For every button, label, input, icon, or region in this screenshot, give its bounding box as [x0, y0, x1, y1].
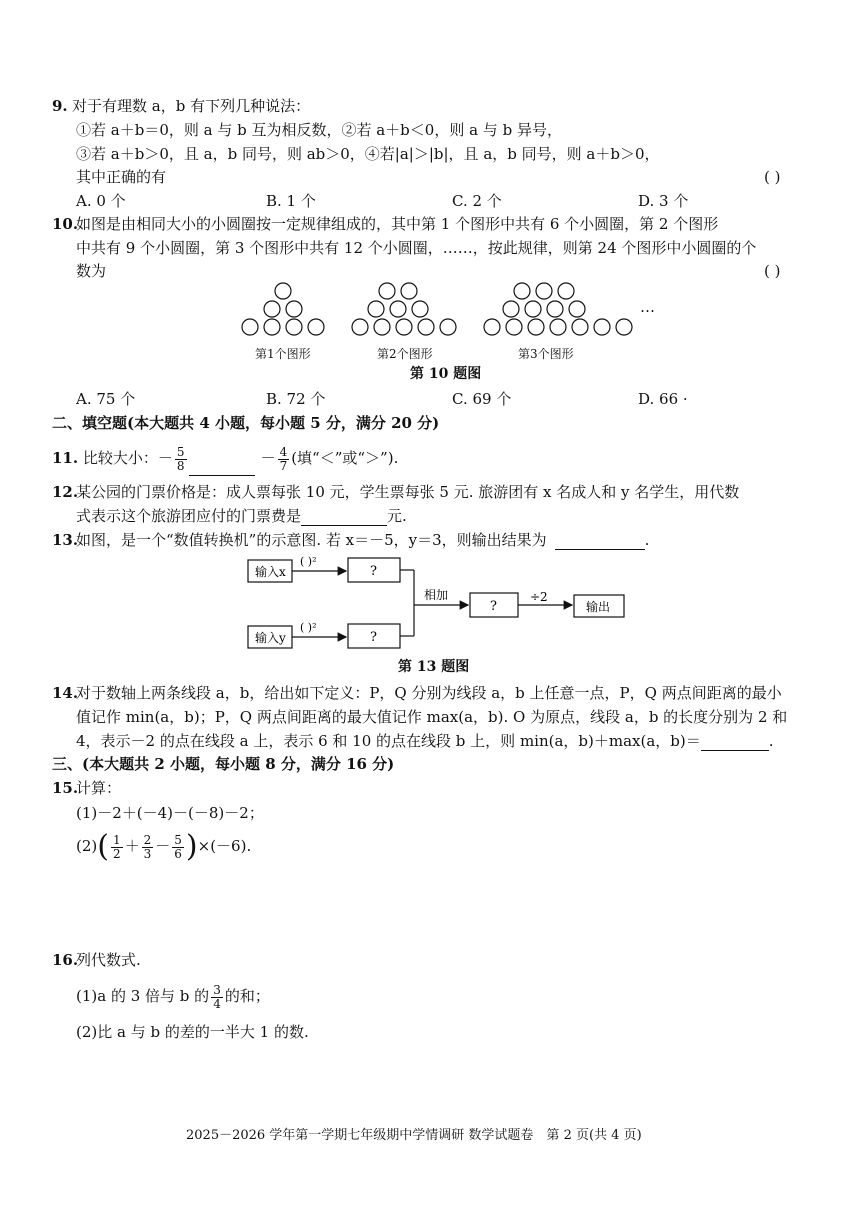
q11-instruction: (填“＜”或“＞”).	[291, 449, 399, 467]
q13-answer-blank	[555, 533, 645, 550]
q15-part-2-label: (2)	[76, 837, 98, 855]
q11-answer-blank	[189, 459, 255, 476]
q16-part-1-tail: 的和；	[224, 987, 270, 1005]
q14-line-3	[76, 731, 774, 751]
q9-statement-2: ③若 a＋b＞0，且 a，b 同号，则 ab＞0，④若|a|＞|b|，且 a，b 同号，则 a＋b＞0，	[76, 145, 660, 163]
q13-input-y-label: 输入y	[255, 631, 286, 645]
q10-line-1: 如图是由相同大小的小圆圈按一定规律组成的，其中第 1 个图形中共有 6 个小圆圈，第 2 个图形	[76, 215, 719, 233]
q10-answer-paren: ( )	[764, 262, 781, 280]
q9-answer-paren: ( )	[764, 168, 781, 186]
q16-title: 列代数式.	[76, 951, 141, 969]
q13-line	[76, 530, 649, 550]
q10-figure-2	[352, 283, 456, 335]
q10-caption: 第 10 题图	[410, 366, 482, 382]
q14-line-3-text: 4，表示－2 的点在线段 a 上，表示 6 和 10 的点在线段 b 上，则 min(a，b)＋max(a，b)＝	[76, 732, 701, 750]
q13-output-label: 输出	[586, 600, 611, 614]
q13-square-x-result: ?	[370, 564, 377, 579]
q15-right-paren: )	[185, 829, 198, 864]
q9-stem: 对于有理数 a，b 有下列几种说法：	[72, 97, 311, 115]
q14-line-2: 值记作 min(a，b)；P，Q 两点间距离的最大值记作 max(a，b). O 为原点，线段 a，b 的长度分别为 2 和	[76, 708, 788, 726]
q15-number: 15.	[52, 779, 79, 797]
q11-fraction-2	[278, 446, 290, 473]
q15-fraction-b	[142, 834, 154, 861]
q13-input-x-label: 输入x	[255, 565, 286, 579]
q10-option-b: B. 72 个	[266, 390, 326, 408]
q9-option-c: C. 2 个	[452, 192, 502, 210]
q15-fraction-c-denominator: 6	[174, 846, 182, 861]
q10-line-3: 数为	[76, 262, 107, 280]
q13-caption: 第 13 题图	[398, 659, 470, 675]
q13-square-y-label: ( )²	[300, 621, 317, 634]
q13-text: 如图，是一个“数值转换机”的示意图. 若 x＝－5，y＝3，则输出结果为	[76, 531, 547, 549]
q10-figure-1	[242, 283, 324, 335]
q9-option-d: D. 3 个	[638, 192, 689, 210]
q10-option-c: C. 69 个	[452, 390, 512, 408]
q12-line-1: 某公园的门票价格是：成人票每张 10 元，学生票每张 5 元. 旅游团有 x 名成人和 y 名学生，用代数	[76, 483, 740, 501]
q10-ellipsis: …	[640, 298, 655, 316]
q12-line-2-text: 式表示这个旅游团应付的门票费是	[76, 507, 302, 525]
q15-part-1: (1)－2＋(－4)－(－8)－2；	[76, 804, 264, 822]
q11-fraction-1-numerator: 5	[176, 444, 185, 459]
q10-figure-1-label: 第1个图形	[255, 347, 311, 361]
q9-option-b: B. 1 个	[266, 192, 316, 210]
q15-fraction-a	[111, 834, 123, 861]
q15-title: 计算：	[76, 779, 122, 797]
q15-fraction-a-denominator: 2	[112, 846, 121, 861]
q10-option-a: A. 75 个	[76, 390, 136, 408]
q10-option-d: D. 66 ·	[638, 390, 688, 408]
q16-fraction-numerator: 3	[213, 982, 221, 997]
q9-statement-3: 其中正确的有	[76, 168, 167, 186]
q9-number: 9.	[52, 97, 68, 115]
q12-number: 12.	[52, 483, 79, 501]
q15-part-2: (2)( $\frac{1}{2}$ ＋ $\frac{2}{3}$ － $\frac{5}{6}$ )×(－6).	[76, 829, 252, 864]
q13-conversion-diagram	[240, 552, 660, 656]
q11-fraction-1-denominator: 8	[176, 458, 185, 473]
q10-figure-3	[484, 283, 632, 335]
q13-number: 13.	[52, 531, 79, 549]
q15-left-paren: (	[97, 829, 109, 864]
q12-line-2	[76, 506, 407, 526]
q16-number: 16.	[52, 951, 79, 969]
q11-line	[52, 440, 398, 476]
q16-part-1-text: (1)a 的 3 倍与 b 的	[76, 987, 210, 1005]
section-3-heading: 三、(本大题共 2 小题，每小题 8 分，满分 16 分)	[52, 755, 395, 773]
q14-answer-blank	[701, 734, 769, 751]
q9-option-a: A. 0 个	[76, 192, 126, 210]
q16-part-1	[76, 978, 270, 1014]
q15-fraction-a-numerator: 1	[112, 832, 121, 847]
q10-circle-figures	[230, 278, 670, 342]
q15-fraction-c	[172, 834, 184, 861]
q13-square-x-label: ( )²	[300, 555, 317, 568]
q12-answer-blank	[301, 509, 387, 526]
q16-fraction	[211, 984, 223, 1011]
q15-fraction-b-denominator: 3	[143, 846, 152, 861]
q10-number: 10.	[52, 215, 79, 233]
q11-number: 11.	[52, 449, 79, 467]
q13-sum-result: ?	[490, 599, 497, 614]
q14-period: .	[768, 732, 774, 750]
q10-line-2: 中共有 9 个小圆圈，第 3 个图形中共有 12 个小圆圈，……，按此规律，则第 24 个图形中小圆圈的个	[76, 239, 757, 257]
q13-period: .	[644, 531, 650, 549]
q11-fraction-2-denominator: 7	[279, 458, 288, 473]
q15-fraction-b-numerator: 2	[143, 832, 152, 847]
q10-figure-2-label: 第2个图形	[377, 347, 433, 361]
q13-add-label: 相加	[424, 588, 449, 602]
q11-fraction-1	[175, 446, 187, 473]
q16-part-2: (2)比 a 与 b 的差的一半大 1 的数.	[76, 1023, 309, 1041]
q16-fraction-denominator: 4	[213, 996, 221, 1011]
q13-square-y-result: ?	[370, 630, 377, 645]
q13-divide-label: ÷2	[530, 590, 548, 604]
q11-minus: －	[260, 449, 276, 467]
q14-line-1: 对于数轴上两条线段 a，b，给出如下定义：P，Q 分别为线段 a，b 上任意一点，P，Q 两点间距离的最小	[76, 684, 782, 702]
q15-part-2-tail: ×(－6).	[197, 837, 252, 855]
q15-fraction-c-numerator: 5	[174, 832, 182, 847]
q11-fraction-2-numerator: 4	[279, 444, 288, 459]
q10-figure-3-label: 第3个图形	[518, 347, 574, 361]
q9-statement-1: ①若 a＋b＝0，则 a 与 b 互为相反数，②若 a＋b＜0，则 a 与 b 异号，	[76, 121, 562, 139]
q11-prefix: 比较大小：－	[82, 449, 173, 467]
q12-unit: 元.	[387, 507, 407, 525]
section-2-heading: 二、填空题(本大题共 4 小题，每小题 5 分，满分 20 分)	[52, 414, 440, 432]
page-footer: 2025－2026 学年第一学期七年级期中学情调研 数学试题卷 第 2 页(共 4 页)	[186, 1128, 642, 1143]
q14-number: 14.	[52, 684, 79, 702]
